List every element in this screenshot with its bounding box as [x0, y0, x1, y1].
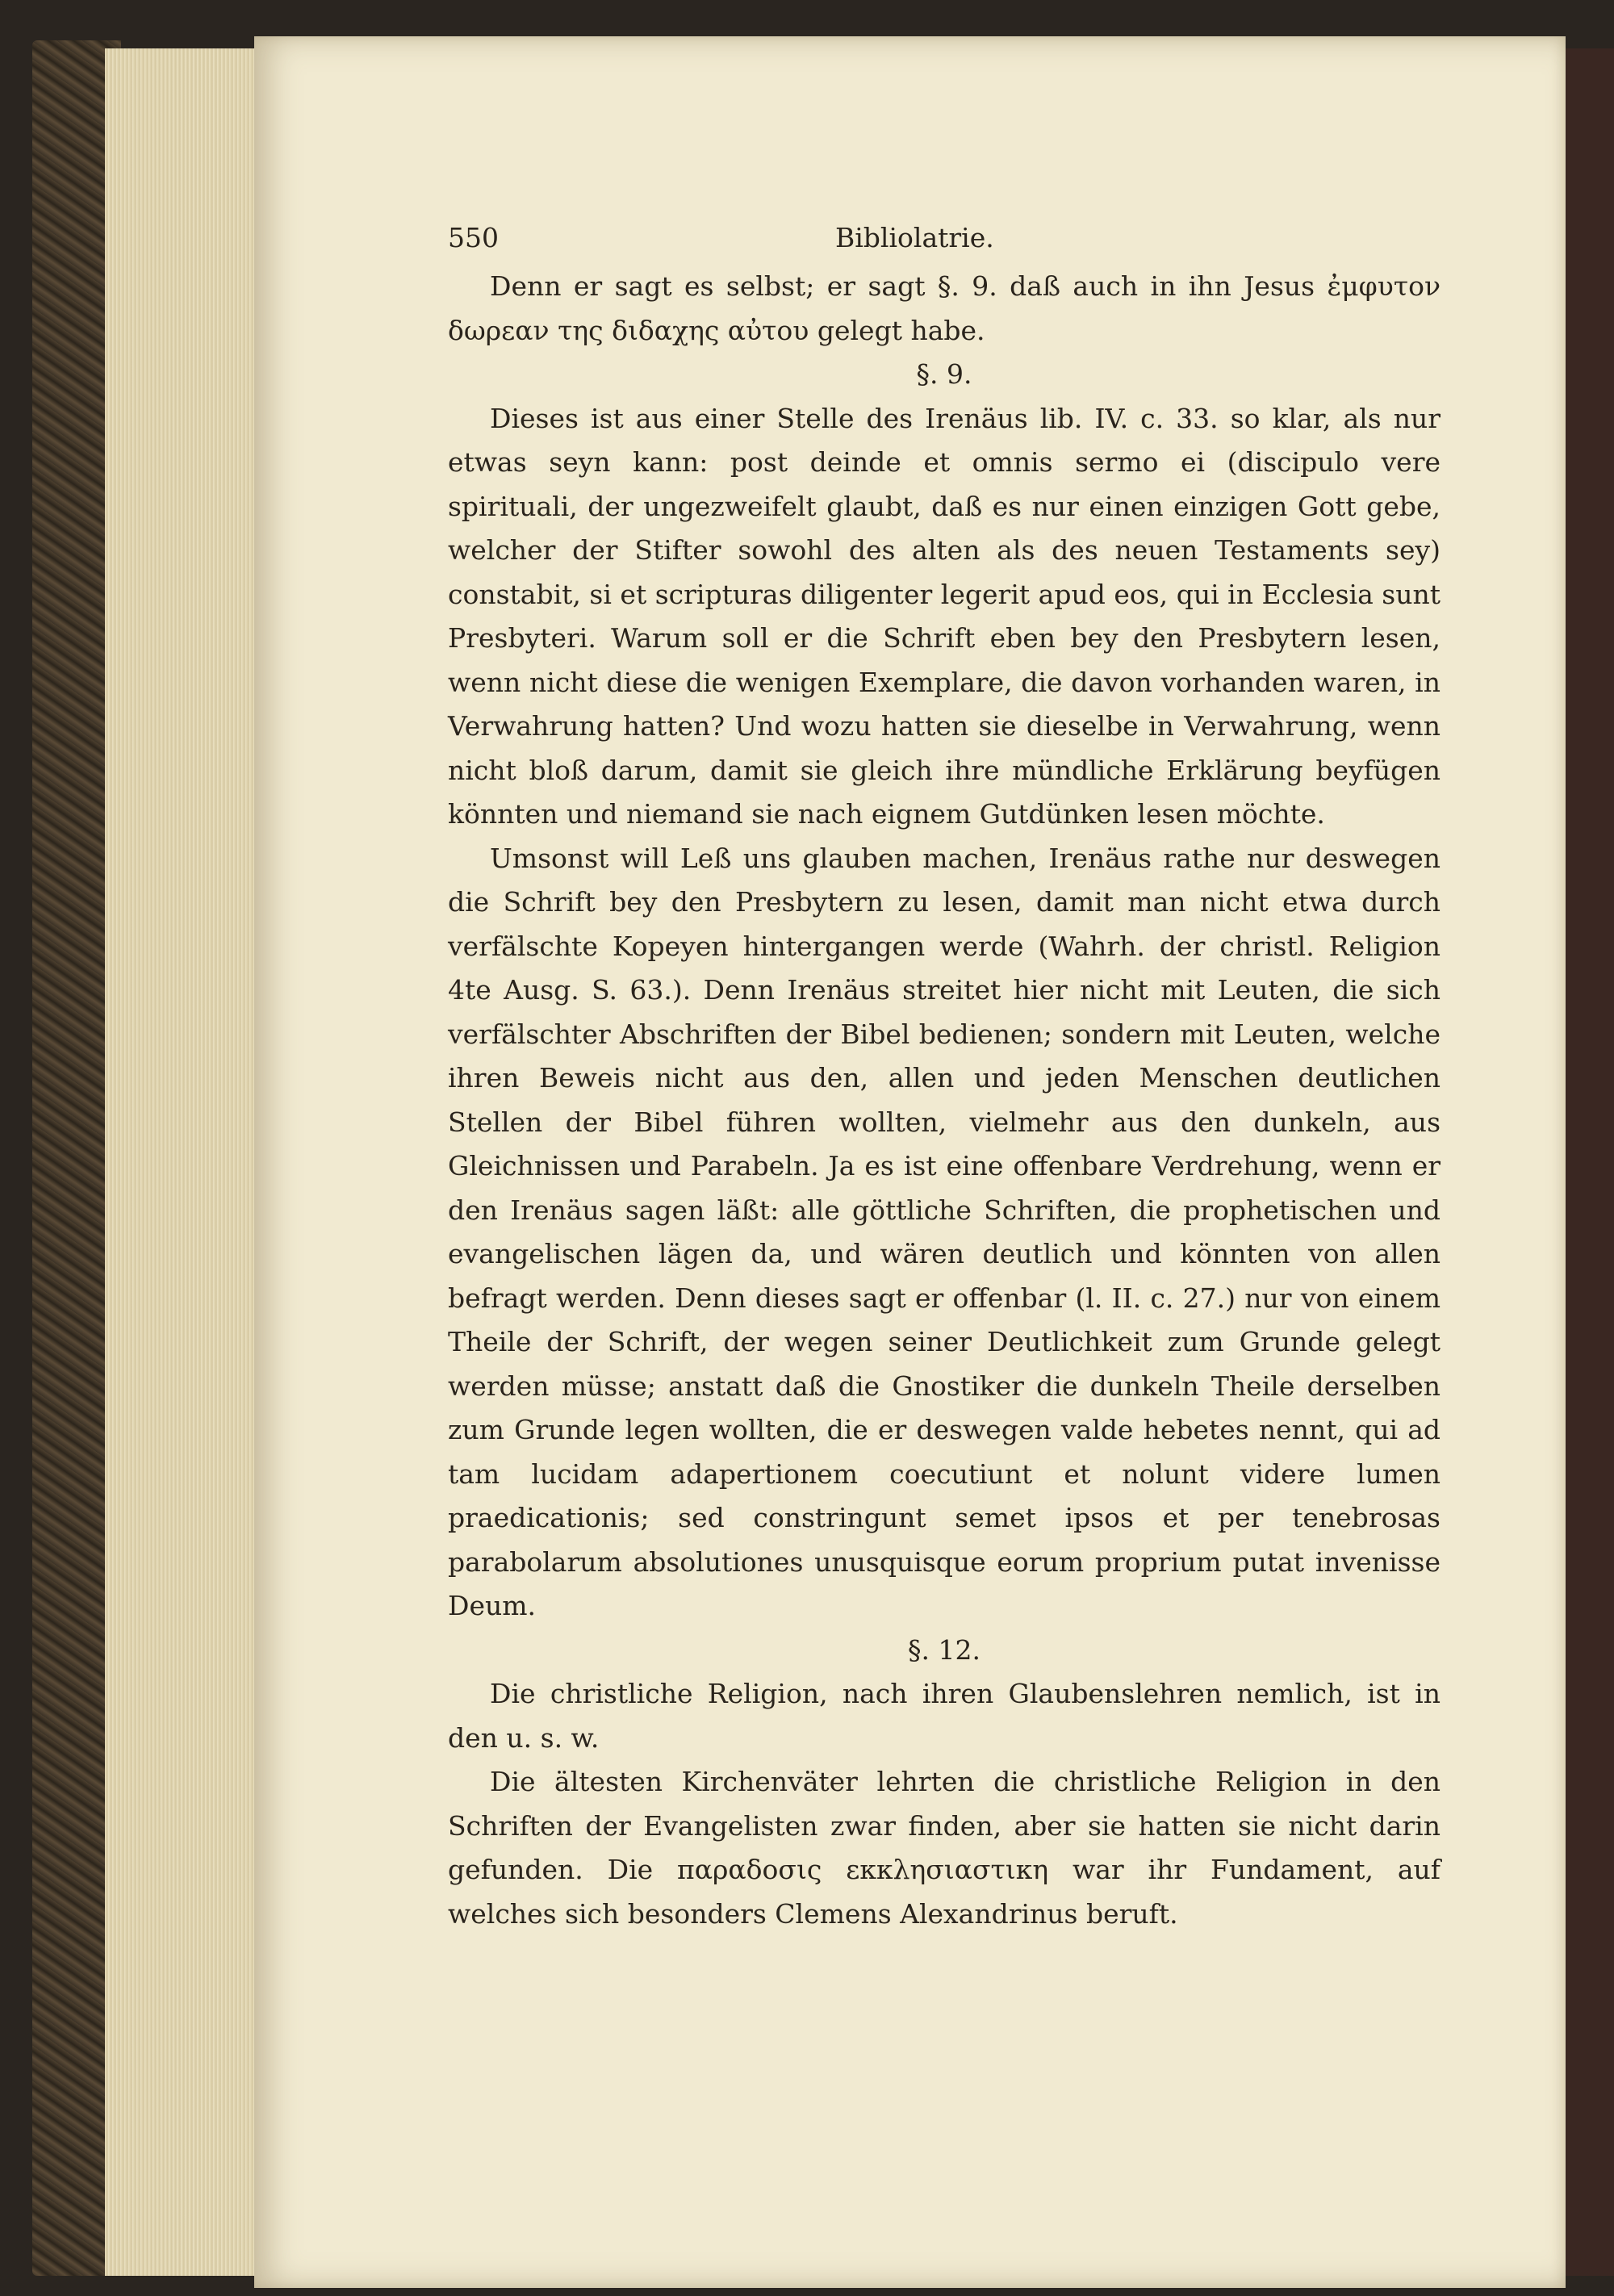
paragraph: Dieses ist aus einer Stelle des Irenäus lib. IV. c. 33. so klar, als nur etwas seyn kann: post deinde et omnis sermo ei (discipulo vere spirituali, der ungezweifelt glaubt, daß es nur einen einzigen Gott gebe, welcher der Stifter sowohl des alten als des neuen Testaments sey) constabit, si et scripturas diligenter legerit apud eos, qui in Ecclesia sunt Presbyteri. Warum soll er die Schrift eben bey den Presbytern lesen, wenn nicht diese die wenigen Exemplare, die davon vorhanden waren, in Verwahrung hatten? Und wozu hatten sie dieselbe in Verwahrung, wenn nicht bloß darum, damit sie gleich ihre mündliche Erklärung beyfügen könnten und niemand sie nach eignem Gutdünken lesen möchte.: [448, 402, 1440, 830]
running-head: Bibliolatrie.: [835, 221, 994, 253]
page-header: [448, 211, 1440, 265]
page-text: [448, 211, 1440, 1936]
section-heading: §. 12.: [908, 1633, 981, 1666]
section-heading: §. 9.: [916, 358, 972, 390]
facing-cover-edge: [1566, 48, 1614, 2276]
page-number: 550: [448, 221, 499, 253]
paragraph: Umsonst will Leß uns glauben machen, Irenäus rathe nur deswegen die Schrift bey den Presbytern zu lesen, damit man nicht etwa durch verfälschte Kopeyen hintergangen werde (Wahrh. der christl. Religion 4te Ausg. S. 63.). Denn Irenäus streitet hier nicht mit Leuten, die sich verfälschter Abschriften der Bibel bedienen; sondern mit Leuten, welche ihren Beweis nicht aus den, allen und jeden Menschen deutlichen Stellen der Bibel führen wollten, vielmehr aus den dunkeln, aus Gleichnissen und Parabeln. Ja es ist eine offenbare Verdrehung, wenn er den Irenäus sagen läßt: alle göttliche Schriften, die prophetischen und evangelischen lägen da, und wären deutlich und könnten von allen befragt werden. Denn dieses sagt er offenbar (l. II. c. 27.) nur von einem Theile der Schrift, der wegen seiner Deutlichkeit zum Grunde gelegt werden müsse; anstatt daß die Gnostiker die dunkeln Theile derselben zum Grunde legen wollten, die er deswegen valde hebetes nennt, qui ad tam lucidam adapertionem coecutiunt et nolunt videre lumen praedicationis; sed constringunt semet ipsos et per tenebrosas parabolarum absolutiones unusquisque eorum proprium putat invenisse Deum.: [448, 842, 1440, 1621]
page-stack-edges: [105, 48, 266, 2276]
paragraph: Denn er sagt es selbst; er sagt §. 9. daß auch in ihn Jesus ἐμφυτον δωρεαν της διδαχης αὐτου gelegt habe.: [448, 270, 1440, 346]
paragraph: Die christliche Religion, nach ihren Glaubenslehren nemlich, ist in den u. s. w.: [448, 1678, 1440, 1754]
paragraph: Die ältesten Kirchenväter lehrten die christliche Religion in den Schriften der Evangelisten zwar finden, aber sie hatten sie nicht darin gefunden. Die παραδοσις εκκλησιαστικη war ihr Fundament, auf welches sich besonders Clemens Alexandrinus beruft.: [448, 1766, 1440, 1930]
